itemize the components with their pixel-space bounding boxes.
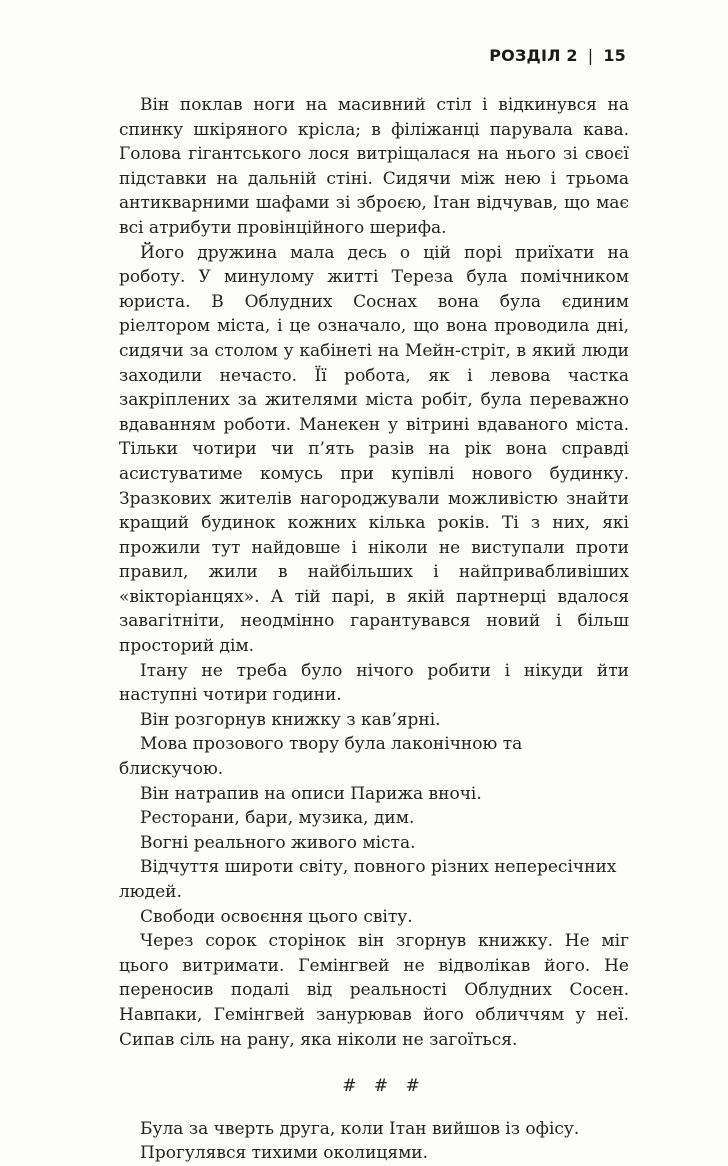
- section-break: # # #: [342, 1076, 426, 1097]
- paragraph: Через сорок сторінок він згорнув книжку. Не міг цього витримати. Гемінгвей не відволікав його. Не переносив подалі від реальності Облудних Сосен. Навпаки, Гемінгвей занурював його обличчям у неї. Сипав сіль на рану, яка ніколи не загоїться.: [119, 931, 629, 1050]
- header-separator: |: [587, 46, 594, 65]
- paragraph: Свободи освоєння цього світу.: [140, 906, 413, 927]
- paragraph: Вогні реального живого міста.: [140, 832, 416, 853]
- paragraph: Він поклав ноги на масивний стіл і відкинувся на спинку шкіряного крісла; в філіжанці парувала кава. Голова гігантського лося витріщалася на нього зі своєї підставки на дальній стіні. Сидячи між нею і трьома антикварними шафами зі зброєю, Ітан відчував, що має всі атрибути провінційного шерифа.: [119, 95, 629, 238]
- paragraph: Він натрапив на описи Парижа вночі.: [140, 783, 482, 804]
- paragraph: Його дружина мала десь о цій порі приїхати на роботу. У минулому житті Тереза була помічником юриста. В Облудних Соснах вона була єдиним ріелтором міста, і це означало, що вона проводила дні, сидячи за столом у кабінеті на Мейн-стріт, в який люди заходили нечасто. Її робота, як і левова частка закріплених за жителями міста робіт, була переважно вдаванням роботи. Манекен у вітрині вдаваного міста. Тільки чотири чи п’ять разів на рік вона справді асистуватиме комусь при купівлі нового будинку. Зразкових жителів нагороджували можливістю знайти кращий будинок кожних кілька років. Ті з них, які прожили тут найдовше і ніколи не виступали проти правил, жили в найбільших і найпривабливіших «вікторіанцях». А тій парі, в якій партнерці вдалося завагітніти, неодмінно гарантувався новий і більш просторий дім.: [119, 242, 629, 657]
- paragraph: Мова прозового твору була лаконічною та блискучою.: [119, 734, 523, 780]
- paragraph: Ітану не треба було нічого робити і нікуди йти наступні чотири години.: [119, 660, 629, 706]
- chapter-title: РОЗДІЛ 2: [489, 46, 578, 65]
- paragraph: Відчуття широти світу, повного різних непересічних людей.: [119, 857, 617, 902]
- paragraph: Він розгорнув книжку з кав’ярні.: [140, 709, 441, 730]
- paragraph: Ресторани, бари, музика, дим.: [140, 808, 415, 829]
- paragraph: Була за чверть друга, коли Ітан вийшов із офісу.: [140, 1118, 580, 1139]
- body-text: [119, 93, 629, 1166]
- running-header: [489, 46, 626, 65]
- page-number: 15: [603, 46, 626, 65]
- paragraph: Прогулявся тихими околицями.: [140, 1143, 429, 1164]
